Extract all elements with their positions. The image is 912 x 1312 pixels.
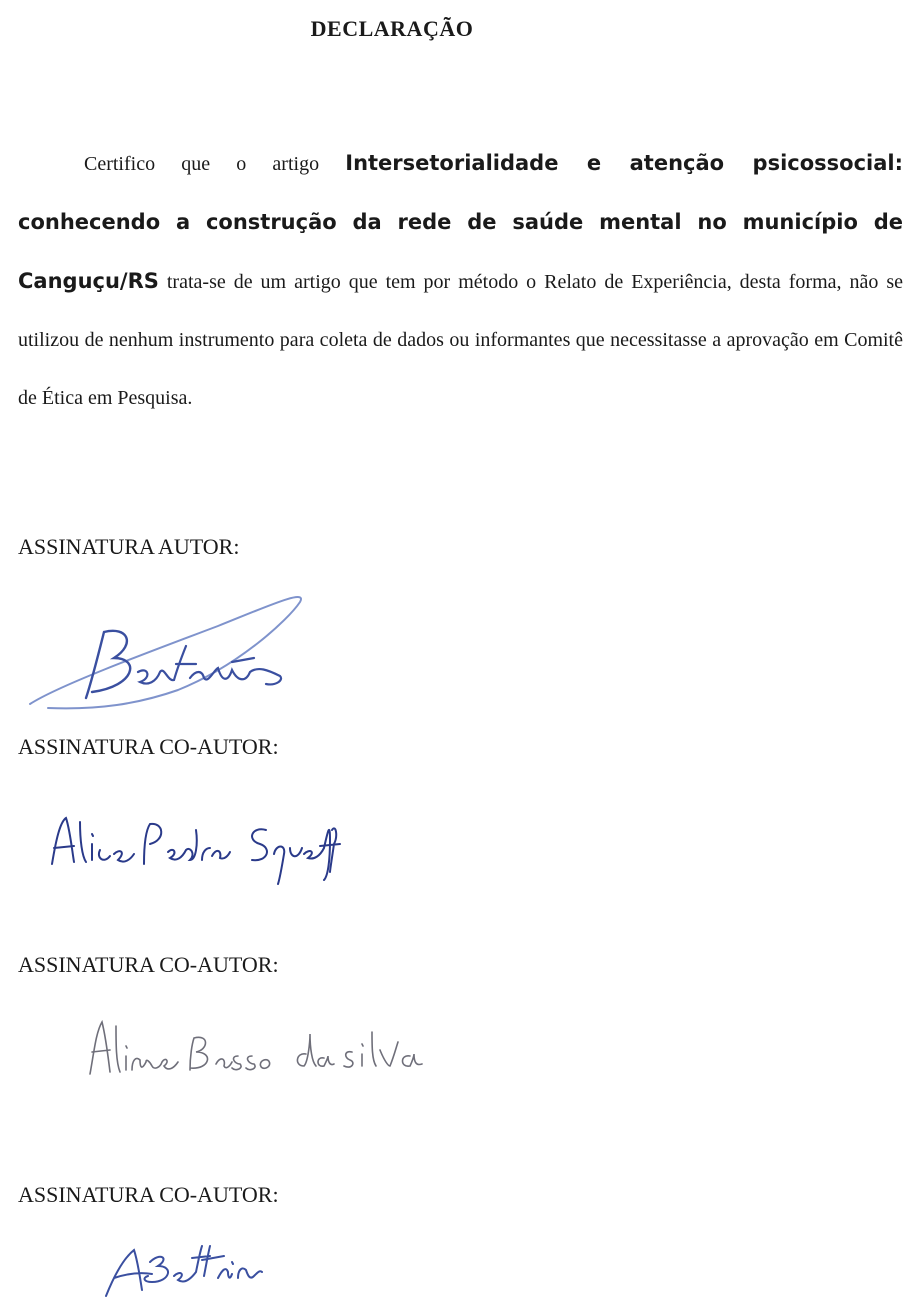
coauthor-1-signature: [40, 800, 350, 890]
declaration-body: [18, 134, 903, 427]
signature-label-coauthor-2: ASSINATURA CO-AUTOR:: [18, 952, 279, 977]
author-signature: [18, 586, 318, 716]
signature-label-coauthor-3: ASSINATURA CO-AUTOR:: [18, 1182, 279, 1207]
document-title: DECLARAÇÃO: [310, 16, 474, 41]
body-continuation: trata-se de um artigo que tem por método o Relato de Experiência, desta forma, não se utilizou de nenhum instrumento para coleta de dados ou informantes que necessitasse a aprovação em Comitê de Ética em Pesquisa.: [18, 271, 903, 409]
coauthor-3-signature: [100, 1232, 280, 1304]
article-title: Intersetorialidade e atenção psicossocial: conhecendo a construção da rede de saúde mental no município de Canguçu/RS: [18, 151, 903, 293]
body-intro: Certifico que o artigo: [84, 153, 320, 175]
coauthor-2-signature: [80, 1012, 430, 1082]
signature-label-author: ASSINATURA AUTOR:: [18, 534, 240, 559]
signature-label-coauthor-1: ASSINATURA CO-AUTOR:: [18, 734, 279, 759]
